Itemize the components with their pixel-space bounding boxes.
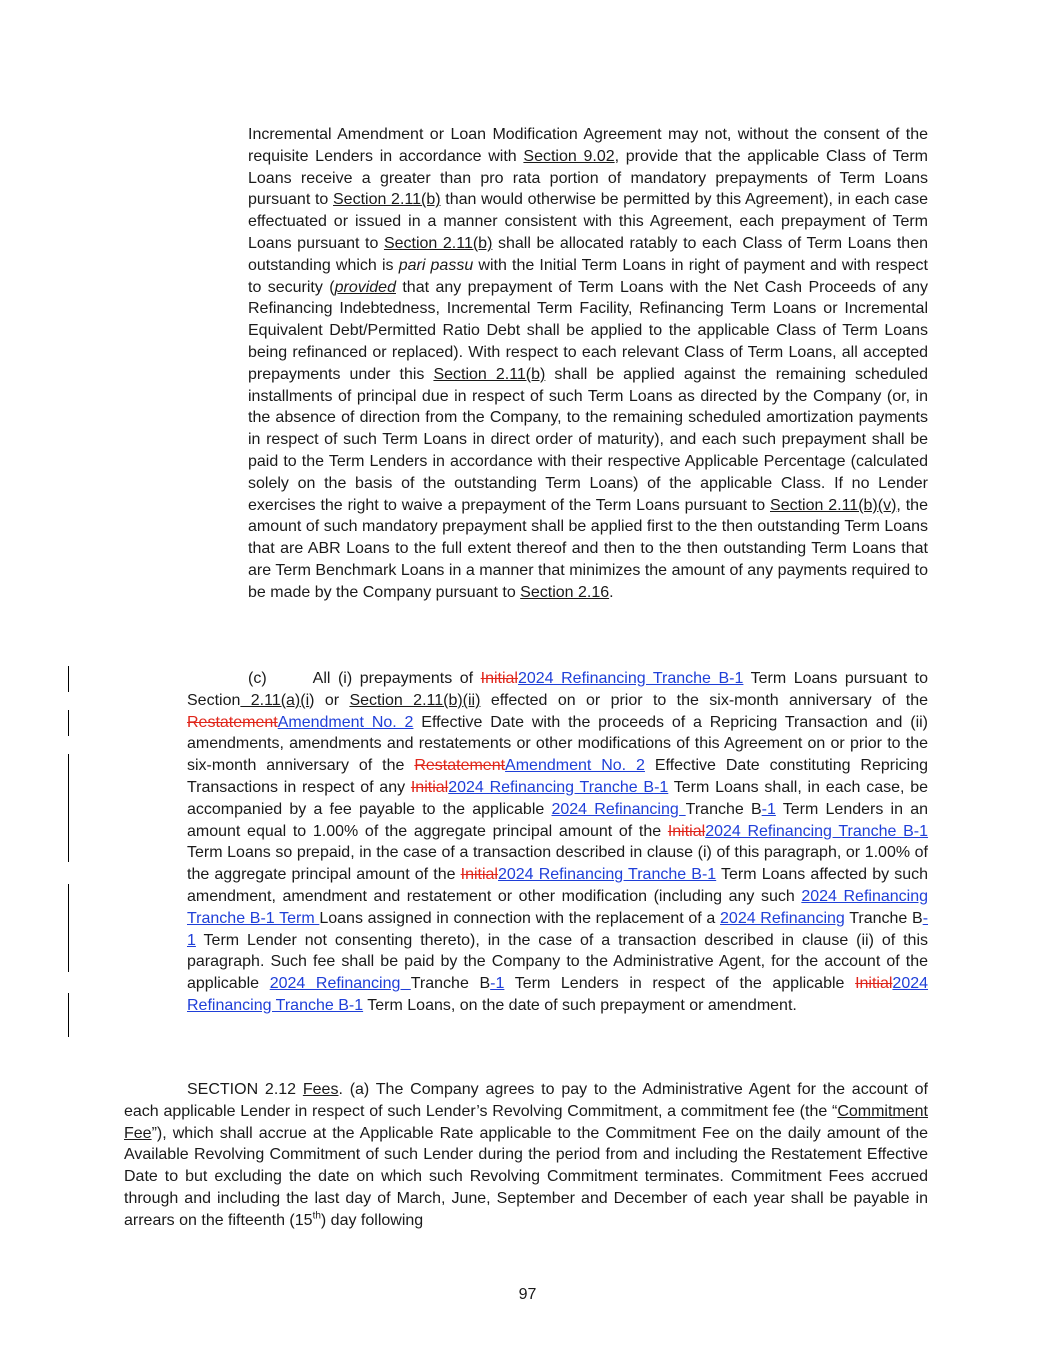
section-reference[interactable]: Section 2.11(b) [433,365,546,383]
inserted-text: 2024 Refinancing [551,800,686,818]
inserted-text: 2024 Refinancing Tranche B-1 [517,670,744,687]
inserted-text: 2024 Refinancing Tranche B-1 Term [187,887,928,927]
section-reference[interactable]: 2.11(a)(i [240,691,310,709]
inserted-text: Amendment No. 2 [505,757,645,775]
section-reference[interactable]: Section 2.11(b)(ii) [349,691,481,709]
deleted-text: Restatement [414,757,506,775]
section-2-12-fees: SECTION 2.12 Fees. (a) The Company agrees to pay to the Administrative Agent for the account of each applicable Lender in respect of such Lender’s Revolving Commitment, a commitment fee (the “Commitment Fee”), which shall accrue at the Applicable Rate applicable to the Commitment Fee on the daily amount of the Available Revolving Commitment of such Lender during the period from and including the Restatement Effective Date to but excluding the date on which such Revolving Commitment terminates. Commitment Fees accrued through and including the last day of March, June, September and December of each year shall be payable in arrears on the fifteenth (15th) day following [124,1081,928,1229]
page-number: 97 [518,1286,537,1303]
section-heading: Fees [302,1081,339,1098]
inserted-text: -1 [761,800,776,818]
deleted-text: Restatement [187,713,278,731]
deleted-text: Initial [667,822,706,840]
inserted-text: 2024 Refinancing Tranche B-1 [497,866,717,884]
superscript: th [312,1210,321,1222]
inserted-text: -1 [187,909,929,949]
italic-term: pari passu [398,256,474,274]
section-reference[interactable]: Section 2.11(b)(v) [770,496,897,514]
clause-label: (c) [248,670,267,687]
change-bar [68,993,69,1037]
inserted-text: 2024 Refinancing Tranche B-1 [187,975,929,1014]
section-reference[interactable]: Section 2.16 [520,583,610,601]
deleted-text: Initial [460,866,498,884]
paragraph-continuation: Incremental Amendment or Loan Modification Agreement may not, without the consent of the requisite Lenders in accordance with Section 9.02, provide that the applicable Class of Term Loans receive a greater than pro rata portion of mandatory prepayments of Term Loans pursuant to Section 2.11(b) than would otherwise be permitted by this Agreement), in each case effectuated or issued in a manner consistent with this Agreement, each prepayment of Term Loans pursuant to Section 2.11(b) shall be allocated ratably to each Class of Term Loans then outstanding which is pari passu with the Initial Term Loans in right of payment and with respect to security (provided that any prepayment of Term Loans with the Net Cash Proceeds of any Refinancing Indebtedness, Incremental Term Facility, Refinancing Term Loans or Incremental Equivalent Debt/Permitted Ratio Debt shall be applied to the applicable Class of Term Loans being refinanced or replaced). With respect to each relevant Class of Term Loans, all accepted prepayments under this Section 2.11(b) shall be applied against the remaining scheduled installments of principal due in respect of such Term Loans as directed by the Company (or, in the absence of direction from the Company, to the remaining scheduled amortization payments in respect of such Term Loans in direct order of maturity), and each such prepayment shall be paid to the Term Lenders in accordance with their respective Applicable Percentage (calculated solely on the basis of the outstanding Term Loans) of the applicable Class. If no Lender exercises the right to waive a prepayment of the Term Loans pursuant to Section 2.11(b)(v), the amount of such mandatory prepayment shall be applied first to the then outstanding Term Loans that are ABR Loans to the full extent thereof and then to the then outstanding Term Loans that are Term Benchmark Loans in a manner that minimizes the amount of any payments required to be made by the Company pursuant to Section 2.16. [248,126,929,601]
deleted-text: Initial [855,975,893,993]
section-reference[interactable]: Section 2.11(b) [333,191,441,209]
section-reference[interactable]: Section 9.02 [523,147,615,165]
inserted-text: 2024 Refinancing Tranche B-1 [448,778,669,796]
deleted-text: Initial [410,778,449,796]
defined-term: Commitment Fee [124,1102,928,1142]
change-bar [68,754,69,862]
inserted-text: -1 [490,975,505,993]
deleted-text: Initial [480,670,518,687]
paragraph-c: (c) All (i) prepayments of Initial2024 Refinancing Tranche B-1 Term Loans pursuant to Section 2.11(a)(i) or Section 2.11(b)(ii) effected on or prior to the six-month anniversary of the RestatementAmendment No. 2 Effective Date with the proceeds of a Repricing Transaction and (ii) amendments, amendments and restatements or other modifications of this Agreement on or prior to the six-month anniversary of the RestatementAmendment No. 2 Effective Date constituting Repricing Transactions in respect of any Initial2024 Refinancing Tranche B-1 Term Loans shall, in each case, be accompanied by a fee payable to the applicable 2024 Refinancing Tranche B-1 Term Lenders in an amount equal to 1.00% of the aggregate principal amount of the Initial2024 Refinancing Tranche B-1 Term Loans so prepaid, in the case of a transaction described in clause (i) of this paragraph, or 1.00% of the aggregate principal amount of the Initial2024 Refinancing Tranche B-1 Term Loans affected by such amendment, amendment and restatement or other modification (including any such 2024 Refinancing Tranche B-1 Term Loans assigned in connection with the replacement of a 2024 Refinancing Tranche B-1 Term Lender not consenting thereto), in the case of a transaction described in clause (ii) of this paragraph. Such fee shall be paid by the Company to the Administrative Agent, for the account of the applicable 2024 Refinancing Tranche B-1 Term Lenders in respect of the applicable Initial2024 Refinancing Tranche B-1 Term Loans, on the date of such prepayment or amendment. [187,670,929,1014]
change-bar [68,710,69,736]
inserted-text: 2024 Refinancing [720,909,845,927]
inserted-text: 2024 Refinancing Tranche B-1 [705,822,929,840]
inserted-text: 2024 Refinancing [269,975,411,993]
inserted-text: Amendment No. 2 [277,713,414,731]
change-bar [68,666,69,692]
provided-term: provided [334,278,396,296]
change-bar [68,884,69,972]
section-reference[interactable]: Section 2.11(b) [383,234,493,252]
